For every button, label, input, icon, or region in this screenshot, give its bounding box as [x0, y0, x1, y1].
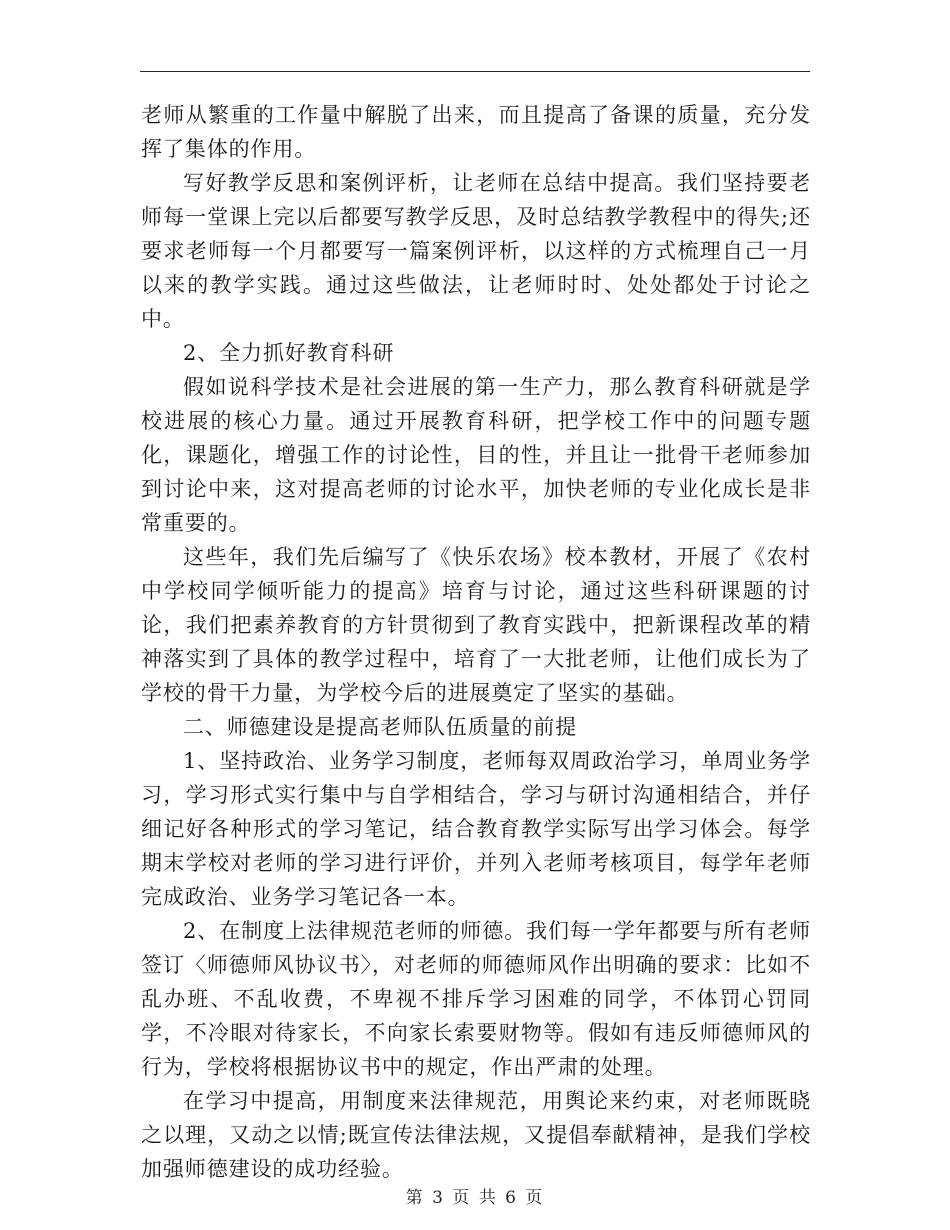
document-body: [141, 98, 811, 1186]
paragraph-4: 假如说科学技术是社会进展的第一生产力，那么教育科研就是学校进展的核心力量。通过开展教育科研，把学校工作中的问题专题化，课题化，增强工作的讨论性，目的性，并且让一批骨干老师参加到讨论中来，这对提高老师的讨论水平，加快老师的专业化成长是非常重要的。: [141, 375, 811, 535]
section-heading-ethics: 二、师德建设是提高老师队伍质量的前提: [183, 715, 578, 739]
page-number-footer: 第 3 页 共 6 页: [405, 1188, 545, 1208]
paragraph-9: 在学习中提高，用制度来法律规范，用舆论来约束，对老师既晓之以理，又动之以情;既宣传法律法规，又提倡奉献精神，是我们学校加强师德建设的成功经验。: [141, 1089, 811, 1181]
paragraph-1: 老师从繁重的工作量中解脱了出来，而且提高了备课的质量，充分发挥了集体的作用。: [141, 103, 811, 161]
paragraph-2: 写好教学反思和案例评析，让老师在总结中提高。我们坚持要老师每一堂课上完以后都要写教学反思，及时总结教学教程中的得失;还要求老师每一个月都要写一篇案例评析，以这样的方式梳理自己一月以来的教学实践。通过这些做法，让老师时时、处处都处于讨论之中。: [141, 171, 811, 331]
paragraph-5: 这些年，我们先后编写了《快乐农场》校本教材，开展了《农村中学校同学倾听能力的提高》培育与讨论，通过这些科研课题的讨论，我们把素养教育的方针贯彻到了教育实践中，把新课程改革的精神落实到了具体的教学过程中，培育了一大批老师，让他们成长为了学校的骨干力量，为学校今后的进展奠定了坚实的基础。: [141, 545, 811, 705]
header-rule: [140, 71, 810, 72]
paragraph-7: 1、坚持政治、业务学习制度，老师每双周政治学习，单周业务学习，学习形式实行集中与自学相结合，学习与研讨沟通相结合，并仔细记好各种形式的学习笔记，结合教育教学实际写出学习体会。每学期末学校对老师的学习进行评价，并列入老师考核项目，每学年老师完成政治、业务学习笔记各一本。: [141, 749, 811, 909]
section-heading-research: 2、全力抓好教育科研: [183, 341, 395, 365]
paragraph-8: 2、在制度上法律规范老师的师德。我们每一学年都要与所有老师签订〈师德师风协议书〉，对老师的师德师风作出明确的要求：比如不乱办班、不乱收费，不卑视不排斥学习困难的同学，不体罚心罚同学，不冷眼对待家长，不向家长索要财物等。假如有违反师德师风的行为，学校将根据协议书中的规定，作出严肃的处理。: [141, 919, 811, 1079]
